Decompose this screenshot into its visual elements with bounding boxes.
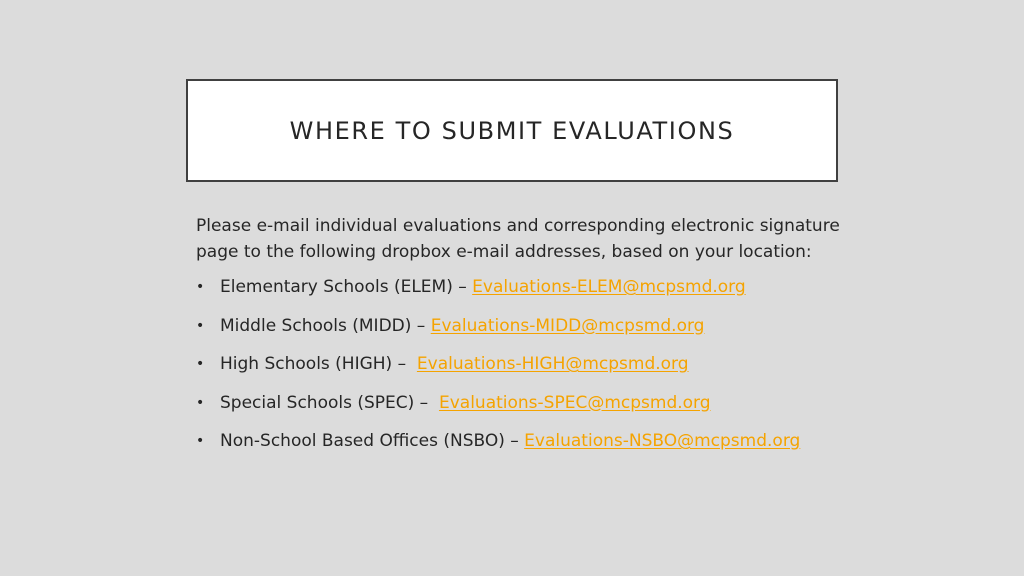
email-link-nsbo[interactable]: Evaluations-NSBO@mcpsmd.org bbox=[524, 431, 801, 451]
email-link-spec[interactable]: Evaluations-SPEC@mcpsmd.org bbox=[438, 392, 711, 413]
slide-body bbox=[196, 213, 856, 467]
item-label: Non-School Based Offices (NSBO) – bbox=[220, 431, 525, 451]
slide-title: WHERE TO SUBMIT EVALUATIONS bbox=[289, 116, 735, 145]
item-label: Special Schools (SPEC) – bbox=[220, 392, 439, 413]
email-link-elem[interactable]: Evaluations-ELEM@mcpsmd.org bbox=[472, 277, 746, 297]
title-box bbox=[186, 79, 838, 182]
item-label: Middle Schools (MIDD) – bbox=[220, 315, 431, 336]
intro-paragraph: Please e-mail individual evaluations and corresponding electronic signature page to the following dropbox e-mail addresses, based on your location: bbox=[196, 216, 840, 262]
list-item-midd bbox=[196, 313, 856, 352]
email-link-midd[interactable]: Evaluations-MIDD@mcpsmd.org bbox=[430, 315, 705, 336]
list-item-nsbo bbox=[196, 428, 856, 467]
item-label: High Schools (HIGH) – bbox=[220, 354, 417, 374]
list-item-elem bbox=[196, 274, 856, 313]
bullet-icon: • bbox=[196, 433, 205, 449]
item-label: Elementary Schools (ELEM) – bbox=[220, 277, 473, 297]
bullet-icon: • bbox=[196, 394, 205, 411]
bullet-icon: • bbox=[196, 279, 205, 295]
email-link-high[interactable]: Evaluations-HIGH@mcpsmd.org bbox=[416, 354, 689, 374]
list-item-spec bbox=[196, 390, 856, 429]
dropbox-list bbox=[196, 274, 856, 467]
bullet-icon: • bbox=[196, 317, 205, 334]
list-item-high bbox=[196, 351, 856, 390]
bullet-icon: • bbox=[196, 356, 205, 372]
